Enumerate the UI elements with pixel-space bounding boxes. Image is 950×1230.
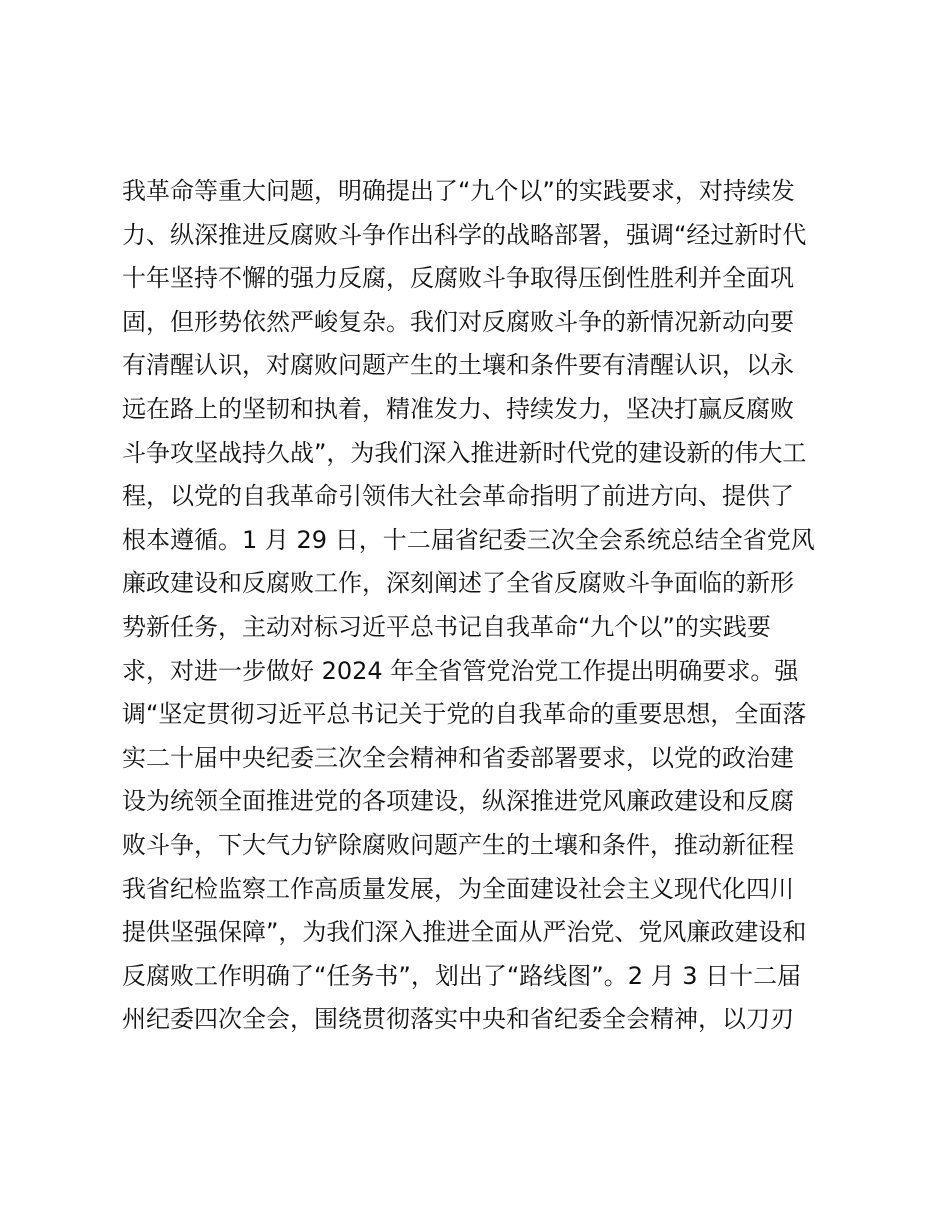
- text-line: 势新任务，主动对标习近平总书记自我革命“九个以”的实践要: [122, 612, 771, 641]
- text-line: 提供坚强保障”，为我们深入推进全面从严治党、党风廉政建设和: [122, 918, 807, 947]
- text-line: 求，对进一步做好 2024 年全省管党治党工作提出明确要求。强: [122, 656, 799, 685]
- text-line: 州纪委四次全会，围绕贯彻落实中央和省纪委全会精神，以刀刃: [122, 1005, 794, 1034]
- text-line: 力、纵深推进反腐败斗争作出科学的战略部署，强调“经过新时代: [122, 220, 807, 249]
- text-line: 廉政建设和反腐败工作，深刻阐述了全省反腐败斗争面临的新形: [122, 569, 794, 598]
- text-line: 实二十届中央纪委三次全会精神和省委部署要求，以党的政治建: [122, 743, 794, 772]
- text-line: 固，但形势依然严峻复杂。我们对反腐败斗争的新情况新动向要: [122, 307, 794, 336]
- text-line: 调“坚定贯彻习近平总书记关于党的自我革命的重要思想，全面落: [122, 700, 807, 729]
- text-line: 有清醒认识，对腐败问题产生的土壤和条件要有清醒认识，以永: [122, 351, 794, 380]
- text-line: 十年坚持不懈的强力反腐，反腐败斗争取得压倒性胜利并全面巩: [122, 264, 794, 293]
- text-line: 远在路上的坚韧和执着，精准发力、持续发力，坚决打赢反腐败: [122, 394, 794, 423]
- body-text: [122, 170, 842, 1042]
- text-line: 设为统领全面推进党的各项建设，纵深推进党风廉政建设和反腐: [122, 787, 794, 816]
- text-line: 我革命等重大问题，明确提出了“九个以”的实践要求，对持续发: [122, 177, 795, 205]
- text-line: 根本遵循。1 月 29 日，十二届省纪委三次全会系统总结全省党风: [122, 525, 815, 554]
- text-line: 斗争攻坚战持久战”，为我们深入推进新时代党的建设新的伟大工: [122, 438, 807, 467]
- text-line: 程，以党的自我革命引领伟大社会革命指明了前进方向、提供了: [122, 482, 794, 511]
- text-line: 反腐败工作明确了“任务书”，划出了“路线图”。2 月 3 日十二届: [122, 961, 802, 990]
- text-line: 败斗争，下大气力铲除腐败问题产生的土壤和条件，推动新征程: [122, 830, 794, 859]
- text-line: 我省纪检监察工作高质量发展，为全面建设社会主义现代化四川: [122, 874, 794, 903]
